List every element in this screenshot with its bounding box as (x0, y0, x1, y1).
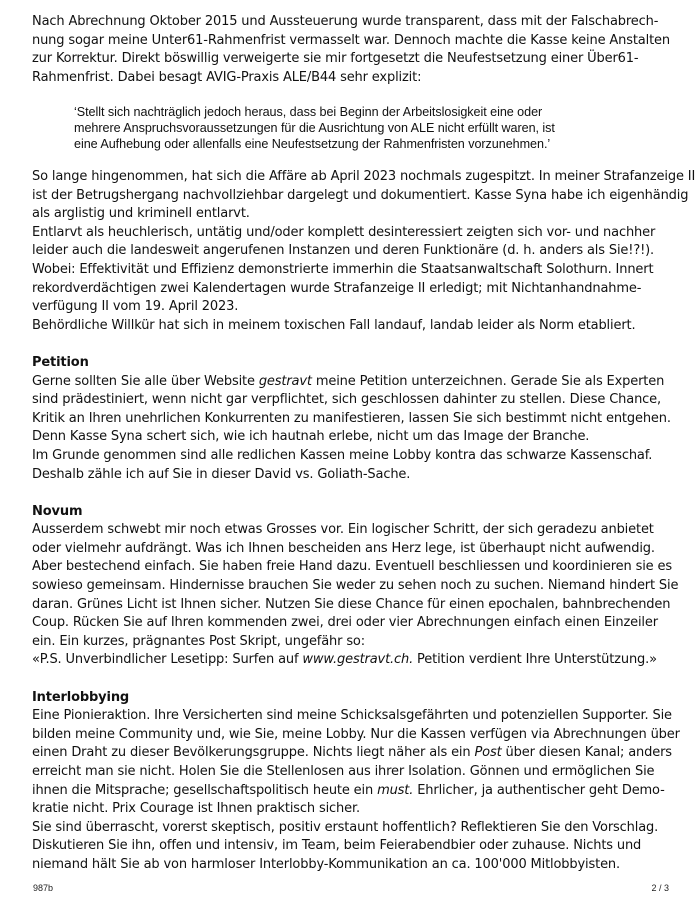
text-line: Kritik an Ihren unehrlichen Konkurrenten zu manifestieren, lassen Sie sich bestimmt nicht entgehen. (32, 410, 671, 426)
text-line: Aber bestechend einfach. Sie haben freie Hand dazu. Eventuell beschliessen und koordinieren sie es (32, 559, 672, 575)
section-heading-petition: Petition (32, 354, 89, 370)
text-line: Sie sind überrascht, vorerst skeptisch, positiv erstaunt hoffentlich? Reflektieren Sie den Vorschlag. (32, 819, 659, 835)
text-line: leider auch die landesweit angerufenen Instanzen und deren Funktionäre (d. h. anders als Sie!?!). (32, 243, 655, 259)
text-line: Entlarvt als heuchlerisch, untätig und/oder komplett desinteressiert zeigten sich vor- und nachher (32, 224, 656, 240)
text-line: Rahmenfrist. Dabei besagt AVIG-Praxis ALE/B44 sehr explizit: (32, 69, 422, 85)
text-line: Ausserdem schwebt mir noch etwas Grosses vor. Ein logischer Schritt, der sich geradezu anbietet (32, 522, 654, 538)
text-line: bilden meine Community und, wie Sie, meine Lobby. Nur die Kassen verfügen via Abrechnungen über (32, 726, 680, 742)
text-line: Deshalb zähle ich auf Sie in dieser David vs. Goliath-Sache. (32, 466, 411, 482)
website-url: www.gestravt.ch. (302, 652, 414, 668)
text-line: Denn Kasse Syna schert sich, wie ich hautnah erlebe, nicht um das Image der Branche. (32, 429, 590, 445)
text-line: ist der Betrugshergang nachvollziehbar dargelegt und dokumentiert. Kasse Syna habe ich eigenhändig (32, 187, 689, 203)
text-line: sind prädestiniert, wenn nicht gar verpflichtet, sich geschlossen dahinter zu stellen. Diese Chance, (32, 392, 661, 408)
quote-line: mehrere Anspruchsvoraussetzungen für die Ausrichtung von ALE nicht erfüllt waren, ist (74, 120, 555, 135)
text-line: als arglistig und kriminell entlarvt. (32, 206, 250, 222)
text-line: erreicht man sie nicht. Holen Sie die Stellenlosen aus ihrer Isolation. Gönnen und ermöglichen Sie (32, 764, 655, 779)
text-line: ihnen die Mitsprache; gesellschaftspolitisch heute ein must. Ehrlicher, ja authentischer geht Demo- (32, 782, 665, 798)
quote-line: eine Aufhebung oder allenfalls eine Neufestsetzung der Rahmenfristen vorzunehmen.’ (74, 136, 551, 151)
block-quote (74, 105, 634, 152)
text-line: Nach Abrechnung Oktober 2015 und Aussteuerung wurde transparent, dass mit der Falschabrech- (32, 14, 659, 29)
section-heading-interlobbying: Interlobbying (32, 689, 130, 705)
text-line: sowieso gemeinsam. Hindernisse brauchen Sie weder zu sehen noch zu suchen. Niemand hindert Sie (32, 578, 679, 594)
text-line: niemand hält Sie ab von harmloser Interlobby-Kommunikation an ca. 100'000 Mitlobbyisten. (32, 856, 620, 872)
footer-page-number: 2 / 3 (651, 883, 669, 893)
text-line: Diskutieren Sie ihn, offen und intensiv, im Team, beim Feierabendbier oder zuhause. Nichts und (32, 838, 642, 854)
text-line: So lange hingenommen, hat sich die Affäre ab April 2023 nochmals zugespitzt. In meiner Strafanzeige II (32, 169, 696, 184)
text-line: nung sogar meine Unter61-Rahmenfrist vermasselt war. Dennoch machte die Kasse keine Anstalten (32, 32, 670, 48)
main-text (32, 168, 696, 875)
website-name: gestravt (258, 373, 312, 389)
footer-document-code: 987b (33, 883, 54, 893)
intro-paragraph (32, 13, 672, 87)
text-line: Im Grunde genommen sind alle redlichen Kassen meine Lobby kontra das schwarze Kassenschaf. (32, 447, 653, 463)
quote-line: ‘Stellt sich nachträglich jedoch heraus, dass bei Beginn der Arbeitslosigkeit eine oder (74, 105, 543, 119)
section-heading-novum: Novum (32, 503, 83, 519)
text-line: Gerne sollten Sie alle über Website gestravt meine Petition unterzeichnen. Gerade Sie als Experten (32, 373, 665, 389)
text-line: verfügung II vom 19. April 2023. (32, 299, 239, 315)
text-line: kratie nicht. Prix Courage ist Ihnen praktisch sicher. (32, 801, 360, 817)
text-line: oder vielmehr aufdrängt. Was ich Ihnen bescheiden ans Herz lege, ist überhaupt nicht aufwendig. (32, 540, 655, 556)
text-line: Coup. Rücken Sie auf Ihren kommenden zwei, drei oder vier Abrechnungen einfach einen Einzeiler (32, 615, 658, 631)
text-line: daran. Grünes Licht ist Ihnen sicher. Nutzen Sie diese Chance für einen epochalen, bahnbrechenden (32, 596, 671, 612)
text-line: einen Draht zu dieser Bevölkerungsgruppe. Nichts liegt näher als ein Post über diesen Kanal; anders (32, 745, 672, 761)
text-line: zur Korrektur. Direkt böswillig verweigerte sie mir fortgesetzt die Neufestsetzung einer Über61- (32, 51, 639, 67)
ps-line: «P.S. Unverbindlicher Lesetipp: Surfen auf www.gestravt.ch. Petition verdient Ihre Unterstützung.» (32, 652, 657, 668)
text-line: ein. Ein kurzes, prägnantes Post Skript, ungefähr so: (32, 633, 365, 649)
text-line: Wobei: Effektivität und Effizienz demonstrierte immerhin die Staatsanwaltschaft Solothurn. Innert (32, 261, 654, 277)
text-line: rekordverdächtigen zwei Kalendertagen wurde Strafanzeige II erledigt; mit Nichtanhandnahme- (32, 280, 642, 296)
text-line: Behördliche Willkür hat sich in meinem toxischen Fall landauf, landab leider als Norm etabliert. (32, 317, 636, 333)
text-line: Eine Pionieraktion. Ihre Versicherten sind meine Schicksalsgefährten und potenziellen Supporter. Sie (32, 708, 672, 724)
